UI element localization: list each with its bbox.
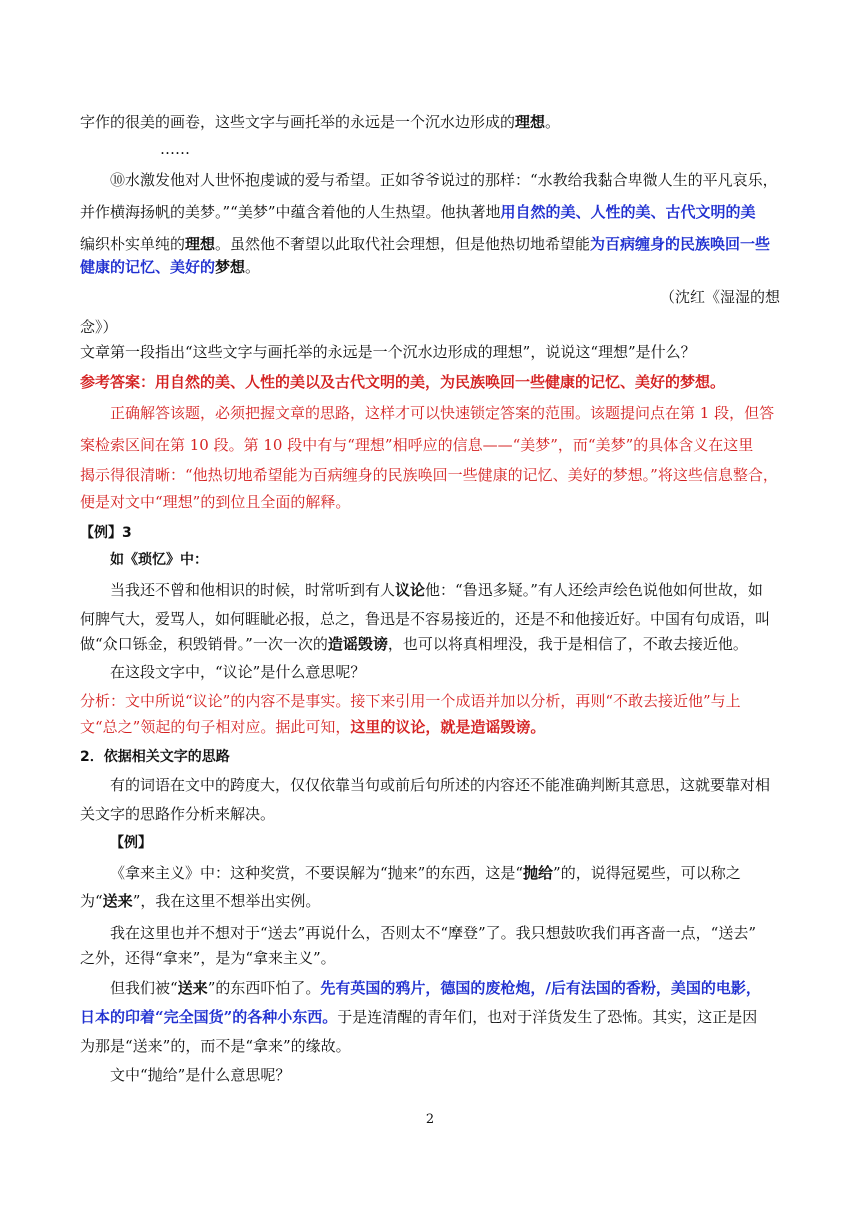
analysis-line-4: 便是对文中“理想”的到位且全面的解释。 — [80, 493, 351, 511]
example-3-heading: 【例】3 — [80, 525, 132, 541]
bold-term: 抛给 — [523, 864, 554, 882]
highlight-blue: 日本的印着“完全国货”的各种小东西。 — [80, 1008, 338, 1026]
text: ”的，说得冠冕些，可以称之 — [553, 864, 741, 882]
text: 他：“鲁迅多疑。”有人还绘声绘色说他如何世故，如 — [425, 581, 763, 599]
text: ”的东西吓怕了。 — [207, 979, 321, 997]
analysis-line-3: 揭示得很清晰：“他热切地希望能为百病缠身的民族唤回一些健康的记忆、美好的梦想。”将这些信息整合， — [80, 466, 778, 484]
bold-term: 理想 — [185, 235, 216, 253]
text: 于是连清醒的青年们，也对于洋货发生了恐怖。其实，这正是因 — [337, 1008, 758, 1026]
bold-term: 造谣毁谤 — [327, 635, 388, 653]
text: 文“总之”领起的句子相对应。据此可知， — [80, 718, 351, 736]
example-3-line-1 — [110, 579, 780, 601]
lailai-line-2 — [80, 890, 780, 912]
reference-answer: 参考答案：用自然的美、人性的美以及古代文明的美，为民族唤回一些健康的记忆、美好的梦想。 — [80, 373, 726, 391]
lailai-line-1 — [110, 862, 780, 884]
ellipsis: …… — [160, 140, 190, 158]
text: 为“ — [80, 892, 103, 910]
bold-conclusion: 这里的议论，就是造谣毁谤。 — [350, 718, 546, 736]
example-3-question: 在这段文字中，“议论”是什么意思呢？ — [110, 663, 366, 681]
example-3-analysis-2 — [80, 716, 780, 738]
text: 字作的很美的画卷，这些文字与画托举的永远是一个沉水边形成的 — [80, 113, 516, 131]
text: 并作横海扬帆的美梦。”“美梦”中蕴含着他的人生热望。他执著地 — [80, 203, 501, 221]
paragraph-10-line-3 — [80, 233, 780, 255]
example-3-intro: 如《琐忆》中： — [110, 552, 208, 568]
text: 《拿来主义》中：这种奖赏，不要误解为“抛来”的东西，这是“ — [110, 864, 524, 882]
text: 编织朴实单纯的 — [80, 235, 186, 253]
text: 当我还不曾和他相识的时候，时常听到有人 — [110, 581, 396, 599]
analysis-line-1: 正确解答该题，必须把握文章的思路，这样才可以快速锁定答案的范围。该题提问点在第 1 段，但答 — [110, 404, 775, 422]
bold-term: 送来 — [177, 979, 208, 997]
paragraph-1-line — [80, 111, 780, 133]
highlight-blue: 用自然的美、人性的美、古代文明的美 — [500, 203, 756, 221]
lailai-line-4: 之外，还得“拿来”，是为“拿来主义”。 — [80, 949, 336, 967]
lailai-line-5 — [110, 977, 780, 999]
lailai-line-3: 我在这里也并不想对于“送去”再说什么，否则太不“摩登”了。我只想鼓吹我们再吝啬一点，“送去” — [110, 924, 757, 942]
highlight-blue: 先有英国的鸦片，德国的废枪炮，/后有法国的香粉，美国的电影， — [320, 979, 761, 997]
section-2-line-2: 关文字的思路作分析来解决。 — [80, 805, 276, 823]
example-3-line-3 — [80, 633, 780, 655]
lailai-question: 文中“抛给”是什么意思呢？ — [110, 1066, 291, 1084]
analysis-line-2: 案检索区间在第 10 段。第 10 段中有与“理想”相呼应的信息——“美梦”，而“美梦”的具体含义在这里 — [80, 436, 754, 454]
text: ”，我在这里不想举出实例。 — [132, 892, 321, 910]
highlight-blue: 为百病缠身的民族唤回一些 — [590, 235, 771, 253]
text: 但我们被“ — [110, 979, 178, 997]
example-3-analysis-1: 分析：文中所说“议论”的内容不是事实。接下来引用一个成语并加以分析，再则“不敢去接近他”与上 — [80, 692, 741, 710]
text: 。 — [545, 113, 561, 131]
paragraph-10-line-1: ⑩水激发他对人世怀抱虔诚的爱与希望。正如爷爷说过的那样：“水教给我黏合卑微人生的平凡哀乐， — [110, 171, 778, 189]
text: 做“众口铄金，积毁销骨。”一次一次的 — [80, 635, 328, 653]
bold-term: 梦想 — [215, 258, 246, 276]
section-2-heading: 2．依据相关文字的思路 — [80, 749, 230, 765]
bold-term: 理想 — [515, 113, 546, 131]
source-citation: （沈红《湿湿的想 — [659, 288, 780, 306]
source-citation-cont: 念》） — [80, 318, 118, 336]
lailai-line-7: 为那是“送来”的，而不是“拿来”的缘故。 — [80, 1037, 351, 1055]
bold-term: 送来 — [102, 892, 133, 910]
question-1: 文章第一段指出“这些文字与画托举的永远是一个沉水边形成的理想”，说说这“理想”是什么？ — [80, 343, 696, 361]
section-2-example-heading: 【例】 — [110, 835, 152, 851]
highlight-blue: 健康的记忆、美好的 — [80, 258, 216, 276]
paragraph-10-line-2 — [80, 201, 780, 223]
text: ，也可以将真相埋没，我于是相信了，不敢去接近他。 — [387, 635, 748, 653]
page-number: 2 — [425, 1112, 435, 1127]
example-3-line-2: 何脾气大，爱骂人，如何睚眦必报，总之，鲁迅是不容易接近的，还是不和他接近好。中国有句成语，叫 — [80, 610, 771, 628]
bold-term: 议论 — [395, 581, 426, 599]
lailai-line-6 — [80, 1006, 780, 1028]
text: 。虽然他不奢望以此取代社会理想，但是他热切地希望能 — [215, 235, 591, 253]
text: 。 — [245, 258, 261, 276]
section-2-line-1: 有的词语在文中的跨度大，仅仅依靠当句或前后句所述的内容还不能准确判断其意思，这就要靠对相 — [110, 776, 771, 794]
paragraph-10-line-4 — [80, 256, 780, 278]
